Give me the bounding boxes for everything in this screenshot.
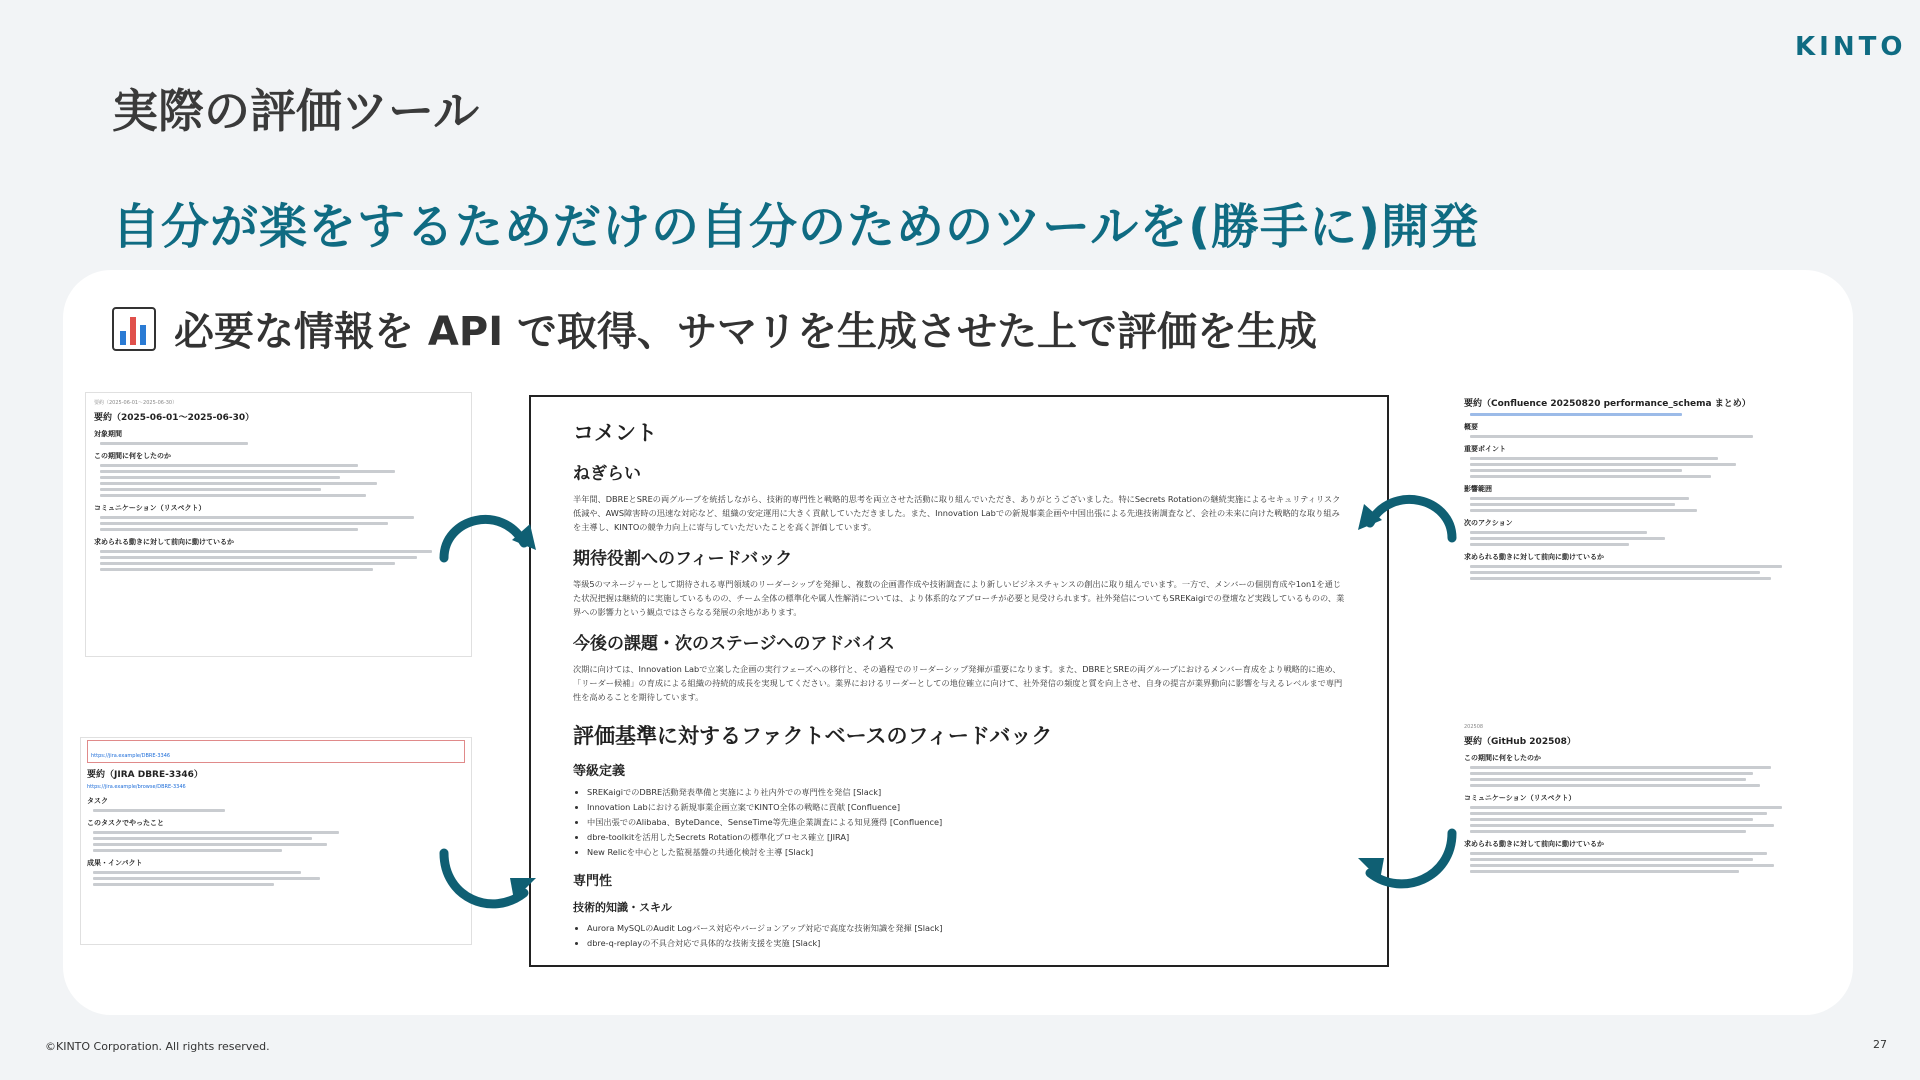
curved-arrow-icon	[432, 838, 542, 948]
thumbnail-section: この期間に何をしたのか	[94, 452, 171, 460]
thumbnail-section: 求められる動きに対して前向に動けているか	[1464, 840, 1604, 848]
thumbnail-title: 要約（2025-06-01〜2025-06-30）	[94, 413, 255, 423]
grade-definition-heading: 等級定義	[573, 764, 626, 779]
thumbnail-section: 影響範囲	[1464, 485, 1492, 493]
list-item: • SREKaigiでのDBRE活動発表準備と実施により社内外での専門性を発信 [Slack]	[587, 785, 1345, 800]
thumbnail-title: 要約（GitHub 202508）	[1464, 737, 1576, 747]
list-item: • New Relicを中心とした監視基盤の共通化検討を主導 [Slack]	[587, 845, 1345, 860]
slide-title: 実際の評価ツール	[112, 84, 480, 138]
curved-arrow-icon	[1352, 478, 1462, 588]
curved-arrow-icon	[432, 498, 542, 608]
thumbnail-section: 求められる動きに対して前向に動けているか	[1464, 553, 1604, 561]
list-item: • Innovation Labにおける新規事業企画立案でKINTO全体の戦略に貢献 [Confluence]	[587, 800, 1345, 815]
thumbnail-breadcrumb: 要約（2025-06-01〜2025-06-30）	[94, 400, 178, 406]
aim-text: 半年間、DBREとSREの両グループを統括しながら、技術的専門性と戦略的思考を両立させた活動に取り組んでいただき、ありがとうございました。特にSecrets Rotationの継続実施によるセキュリティリスク低減や、AWS障害時の迅速な対応など、組織の安定運用に大きく貢献していただきました。また、Innovation Labでの新規事業企画や中国出張による先進技術調査など、会社の未来に向けた戦略的な取り組みを主導し、KINTOの競争力向上に寄与していただいたことを高く評価しています。	[573, 494, 1341, 532]
curved-arrow-icon	[1352, 818, 1462, 928]
thumbnail-breadcrumb: 202508	[1464, 724, 1484, 730]
thumbnail-section: タスク	[87, 797, 108, 805]
thumbnail-section: この期間に何をしたのか	[1464, 754, 1541, 762]
fact-feedback-heading: 評価基準に対するファクトベースのフィードバック	[573, 724, 1053, 748]
expertise-heading: 専門性	[573, 874, 613, 889]
thumbnail-title: 要約（JIRA DBRE-3346）	[87, 770, 203, 780]
kinto-logo: KINTO	[1795, 32, 1907, 62]
thumbnail-section: 成果・インパクト	[87, 859, 143, 867]
card-heading	[112, 300, 1317, 357]
thumbnail-section: 次のアクション	[1464, 519, 1513, 527]
thumbnail-section: コミュニケーション（リスペクト）	[1464, 794, 1576, 802]
thumbnail-section: 求められる動きに対して前向に動けているか	[94, 538, 234, 546]
next-stage-text: 次期に向けては、Innovation Labで立案した企画の実行フェーズへの移行と、その過程でのリーダーシップ発揮が重要になります。また、DBREとSREの両グループにおけるメンバー育成をより戦略的に進め、「リーダー候補」の育成による組織の持続的成長を実現してください。業界におけるリーダーとしての地位確立に向けて、社外発信の頻度と質を向上させ、自身の提言が業界動向に影響を与えるレベルまで専門性を高めることを期待しています。	[573, 664, 1343, 702]
thumbnail-link[interactable]: https://jira.example/browse/DBRE-3346	[87, 784, 186, 790]
aim-heading: ねぎらい	[573, 464, 641, 484]
thumbnail-title: 要約（Confluence 20250820 performance_schema まとめ）	[1464, 399, 1751, 409]
thumbnail-section: 対象期間	[94, 430, 122, 438]
list-item: • dbre-q-replayの不具合対応で具体的な技術支援を実施 [Slack]	[587, 936, 1345, 951]
evaluation-document	[529, 395, 1389, 967]
grade-list	[573, 785, 1345, 860]
comment-heading: コメント	[573, 421, 657, 445]
copyright: ©KINTO Corporation. All rights reserved.	[45, 1040, 270, 1053]
page-number: 27	[1873, 1038, 1887, 1051]
summary-thumbnail-bottom-right	[1456, 718, 1826, 970]
feedback-text: 等級5のマネージャーとして期待される専門領域のリーダーシップを発揮し、複数の企画書作成や技術調査により新しいビジネスチャンスの創出に取り組んでいます。一方で、メンバーの個別育成や1on1を通じた状況把握は継続的に実施しているものの、チーム全体の標準化や属人性解消については、より体系的なアプローチが必要と見受けられます。社外発信についてもSREKaigiでの登壇など実践しているものの、業界への影響力という観点ではさらなる発展の余地があります。	[573, 579, 1345, 617]
thumbnail-section: このタスクでやったこと	[87, 819, 164, 827]
list-item: • Aurora MySQLのAudit Logパース対応やバージョンアップ対応で高度な技術知識を発揮 [Slack]	[587, 921, 1345, 936]
list-item: • dbre-toolkitを活用したSecrets Rotationの標準化プロセス確立 [JIRA]	[587, 830, 1345, 845]
card-heading-text: 必要な情報を API で取得、サマリを生成させた上で評価を生成	[174, 309, 1318, 355]
slide-subtitle: 自分が楽をするためだけの自分のためのツールを(勝手に)開発	[112, 199, 1479, 255]
skill-heading: 技術的知識・スキル	[573, 901, 672, 914]
summary-thumbnail-top-right	[1456, 388, 1826, 658]
feedback-heading: 期待役割へのフィードバック	[573, 549, 793, 569]
thumbnail-url[interactable]: https://jira.example/DBRE-3346	[91, 753, 171, 759]
summary-thumbnail-top-left	[85, 392, 472, 657]
list-item: • 中国出張でのAlibaba、ByteDance、SenseTime等先進企業調査による知見獲得 [Confluence]	[587, 815, 1345, 830]
next-stage-heading: 今後の課題・次のステージへのアドバイス	[573, 634, 895, 654]
bar-chart-icon	[112, 307, 156, 351]
summary-thumbnail-bottom-left	[80, 737, 472, 945]
thumbnail-section: 重要ポイント	[1464, 445, 1506, 453]
thumbnail-section: コミュニケーション（リスペクト）	[94, 504, 206, 512]
skill-list	[573, 921, 1345, 951]
thumbnail-section: 概要	[1464, 423, 1478, 431]
